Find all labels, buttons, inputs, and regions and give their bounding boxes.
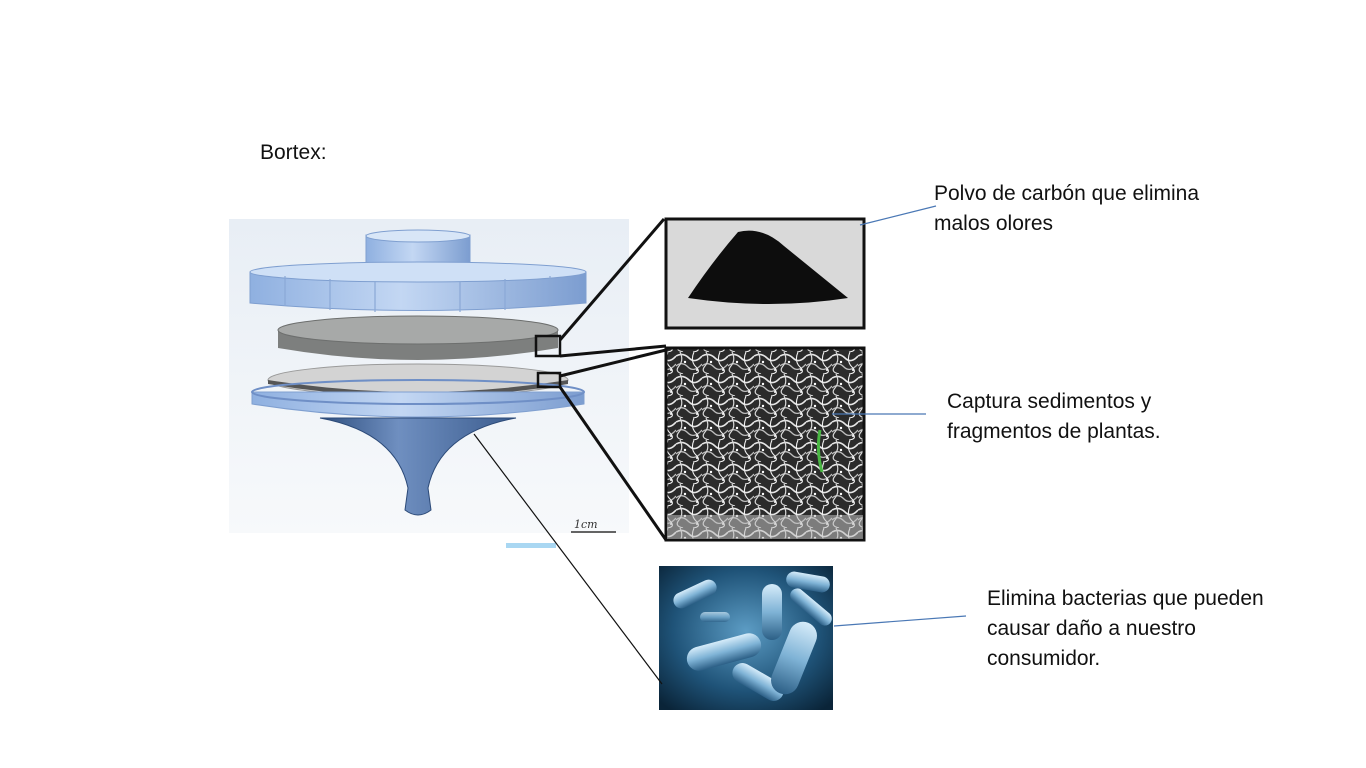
bacteria-photo: [659, 566, 835, 710]
scale-label: 1cm: [574, 518, 598, 531]
callout-carbon-powder: Polvo de carbón que elimina malos olores: [934, 182, 1200, 235]
callout-sediment-filter: Captura sedimentos y fragmentos de plantas.: [947, 390, 1161, 443]
sediment-fiber-photo: [666, 348, 864, 540]
slide-title: Bortex:: [260, 141, 327, 164]
callout-bacteria-filter: Elimina bacterias que pueden causar daño a nuestro consumidor.: [987, 587, 1264, 670]
carbon-powder-photo: [666, 219, 864, 328]
carbon-disc: [278, 316, 558, 360]
accent-bar: [506, 543, 556, 548]
housing-illustration: [229, 219, 629, 548]
